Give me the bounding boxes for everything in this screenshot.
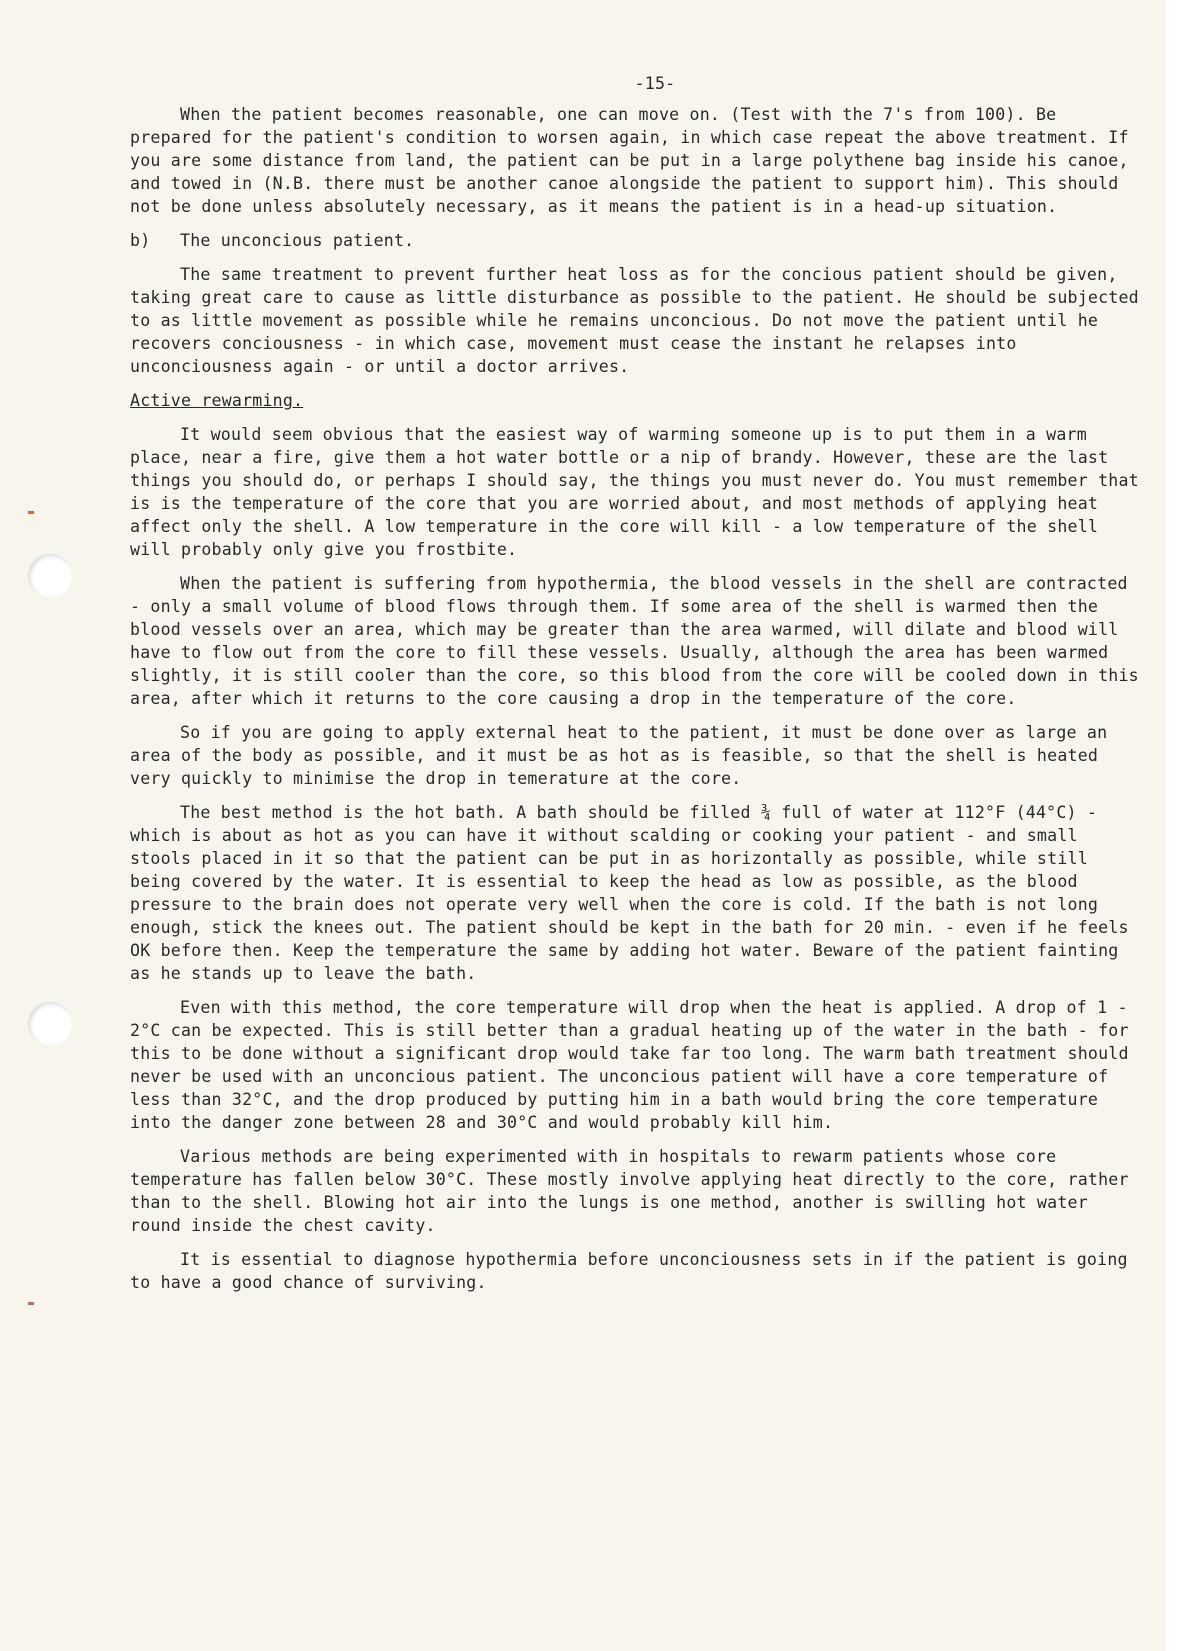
margin-mark — [28, 1302, 34, 1305]
paragraph: So if you are going to apply external heat to the patient, it must be done over as large an area of the body as possible, and it must be as hot as is feasible, so that the shell is heated very quickly to minimise the drop in temerature at the core. — [130, 723, 1108, 788]
margin-mark — [28, 511, 34, 514]
subheading-unconcious-patient — [130, 229, 1140, 252]
paragraph: The same treatment to prevent further heat loss as for the concious patient should be given, taking great care to cause as little disturbance as possible to the patient. He should be subjected to as little movement as possible while he remains unconcious. Do not move the patient until he recovers conciousness - in which case, movement must cease the instant he relapses into unconciousness again - or until a doctor arrives. — [130, 265, 1139, 376]
paragraph: When the patient becomes reasonable, one can move on. (Test with the 7's from 100). Be prepared for the patient's condition to worsen again, in which case repeat the above treatment. If you are some distance from land, the patient can be put in a large polythene bag inside his canoe, and towed in (N.B. there must be another canoe alongside the patient to support him). This should not be done unless absolutely necessary, as it means the patient is in a head-up situation. — [130, 105, 1129, 216]
subheading-title: The unconcious patient. — [180, 231, 415, 250]
paragraph: Even with this method, the core temperature will drop when the heat is applied. A drop of 1 - 2°C can be expected. This is still better than a gradual heating up of the water in the bath - for this to be done without a significant drop would take far too long. The warm bath treatment should never be used with an unconcious patient. The unconcious patient will have a core temperature of less than 32°C, and the drop produced by putting him in a bath would bring the core temperature into the danger zone between 28 and 30°C and would probably kill him. — [130, 998, 1129, 1132]
paragraph: It would seem obvious that the easiest way of warming someone up is to put them in a warm place, near a fire, give them a hot water bottle or a nip of brandy. However, these are the last things you should do, or perhaps I should say, the things you must never do. You must remember that is is the temperature of the core that you are worried about, and most methods of applying heat affect only the shell. A low temperature in the core will kill - a low temperature of the shell will probably only give you frostbite. — [130, 425, 1139, 559]
subheading-label: b) — [130, 231, 151, 250]
page-number: -15- — [634, 74, 676, 93]
paragraph: The best method is the hot bath. A bath should be filled ¾ full of water at 112°F (44°C) - which is about as hot as you can have it without scalding or cooking your patient - and small stools placed in it so that the patient can be put in as horizontally as possible, while still being covered by the water. It is essential to keep the head as low as possible, as the blood pressure to the brain does not operate very well when the core is cold. If the bath is not long enough, stick the knees out. The patient should be kept in the bath for 20 min. - even if he feels OK before then. Keep the temperature the same by adding hot water. Beware of the patient fainting as he stands up to leave the bath. — [130, 803, 1129, 983]
paragraph: Various methods are being experimented with in hospitals to rewarm patients whose core temperature has fallen below 30°C. These mostly involve applying heat directly to the core, rather than to the shell. Blowing hot air into the lungs is one method, another is swilling hot water round inside the chest cavity. — [130, 1147, 1129, 1235]
typed-text-body — [130, 72, 1140, 1305]
page-edge — [1166, 0, 1200, 1651]
section-heading-active-rewarming: Active rewarming. — [130, 391, 304, 410]
punch-hole — [28, 554, 72, 598]
paragraph: It is essential to diagnose hypothermia before unconciousness sets in if the patient is going to have a good chance of surviving. — [130, 1250, 1128, 1292]
paragraph: When the patient is suffering from hypothermia, the blood vessels in the shell are contracted - only a small volume of blood flows through them. If some area of the shell is warmed then the blood vessels over an area, which may be greater than the area warmed, will dilate and blood will have to flow out from the core to fill these vessels. Usually, although the area has been warmed slightly, it is still cooler than the core, so this blood from the core will be cooled down in this area, after which it returns to the core causing a drop in the temperature of the core. — [130, 574, 1139, 708]
punch-hole — [28, 1002, 72, 1046]
